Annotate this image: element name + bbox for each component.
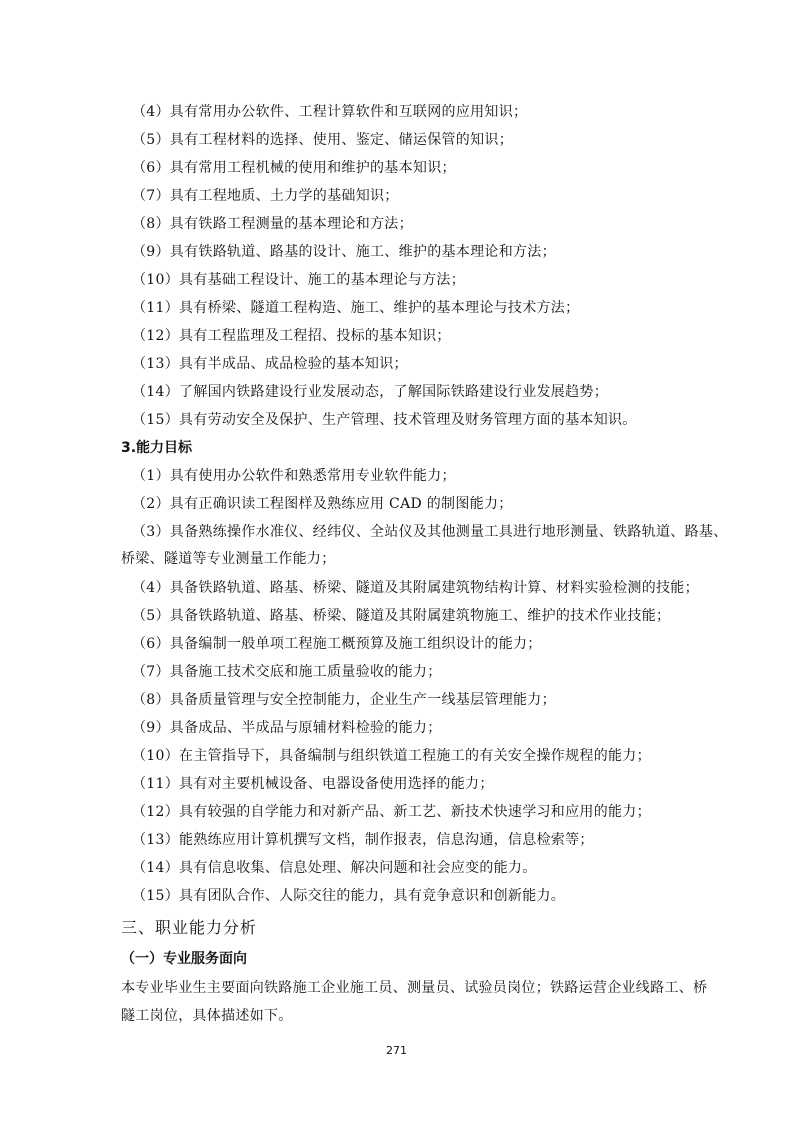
knowledge-item: （13）具有半成品、成品检验的基本知识； [132, 356, 408, 372]
knowledge-item: （8）具有铁路工程测量的基本理论和方法； [132, 216, 413, 232]
knowledge-item: （9）具有铁路轨道、路基的设计、施工、维护的基本理论和方法； [132, 244, 556, 260]
ability-item: （14）具有信息收集、信息处理、解决问题和社会应变的能力。 [132, 860, 537, 876]
page-number: 271 [386, 1044, 407, 1057]
ability-item: （11）具有对主要机械设备、电器设备使用选择的能力； [132, 776, 494, 792]
ability-item: （4）具备铁路轨道、路基、桥梁、隧道及其附属建筑物结构计算、材料实验检测的技能； [132, 580, 699, 596]
ability-item: （2）具有正确识读工程图样及熟练应用 CAD 的制图能力； [132, 496, 513, 512]
sub-heading: （一）专业服务面向 [121, 951, 247, 967]
ability-item: （10）在主管指导下，具备编制与组织铁道工程施工的有关安全操作规程的能力； [132, 748, 651, 764]
ability-item: （3）具备熟练操作水准仪、经纬仪、全站仪及其他测量工具进行地形测量、铁路轨道、路基、 [132, 524, 728, 540]
ability-item: （12）具有较强的自学能力和对新产品、新工艺、新技术快速学习和应用的能力； [132, 804, 651, 820]
chapter-heading: 三、职业能力分析 [121, 918, 258, 937]
knowledge-item: （4）具有常用办公软件、工程计算软件和互联网的应用知识； [132, 104, 528, 120]
knowledge-item: （11）具有桥梁、隧道工程构造、施工、维护的基本理论与技术方法； [132, 300, 580, 316]
section-heading-ability: 3.能力目标 [121, 440, 193, 456]
ability-item-continuation: 桥梁、隧道等专业测量工作能力； [121, 551, 336, 567]
knowledge-item: （15）具有劳动安全及保护、生产管理、技术管理及财务管理方面的基本知识。 [132, 412, 637, 428]
ability-item: （13）能熟练应用计算机撰写文档，制作报表，信息沟通，信息检索等； [132, 832, 594, 848]
ability-item: （8）具备质量管理与安全控制能力，企业生产一线基层管理能力； [132, 692, 556, 708]
knowledge-item: （6）具有常用工程机械的使用和维护的基本知识； [132, 160, 456, 176]
knowledge-item: （7）具有工程地质、土力学的基础知识； [132, 188, 399, 204]
ability-item: （9）具备成品、半成品与原辅材料检验的能力； [132, 720, 442, 736]
knowledge-item: （10）具有基础工程设计、施工的基本理论与方法； [132, 272, 466, 288]
ability-item: （5）具备铁路轨道、路基、桥梁、隧道及其附属建筑物施工、维护的技术作业技能； [132, 608, 671, 624]
knowledge-item: （14）了解国内铁路建设行业发展动态，了解国际铁路建设行业发展趋势； [132, 384, 609, 400]
ability-item: （1）具有使用办公软件和熟悉常用专业软件能力； [132, 468, 456, 484]
body-paragraph-line: 本专业毕业生主要面向铁路施工企业施工员、测量员、试验员岗位；铁路运营企业线路工、桥 [121, 980, 708, 996]
knowledge-item: （5）具有工程材料的选择、使用、鉴定、储运保管的知识； [132, 132, 514, 148]
body-paragraph-line: 隧工岗位，具体描述如下。 [121, 1008, 293, 1024]
ability-item: （15）具有团队合作、人际交往的能力，具有竞争意识和创新能力。 [132, 888, 566, 904]
knowledge-item: （12）具有工程监理及工程招、投标的基本知识； [132, 328, 451, 344]
ability-item: （6）具备编制一般单项工程施工概预算及施工组织设计的能力； [132, 636, 542, 652]
ability-item: （7）具备施工技术交底和施工质量验收的能力； [132, 664, 442, 680]
